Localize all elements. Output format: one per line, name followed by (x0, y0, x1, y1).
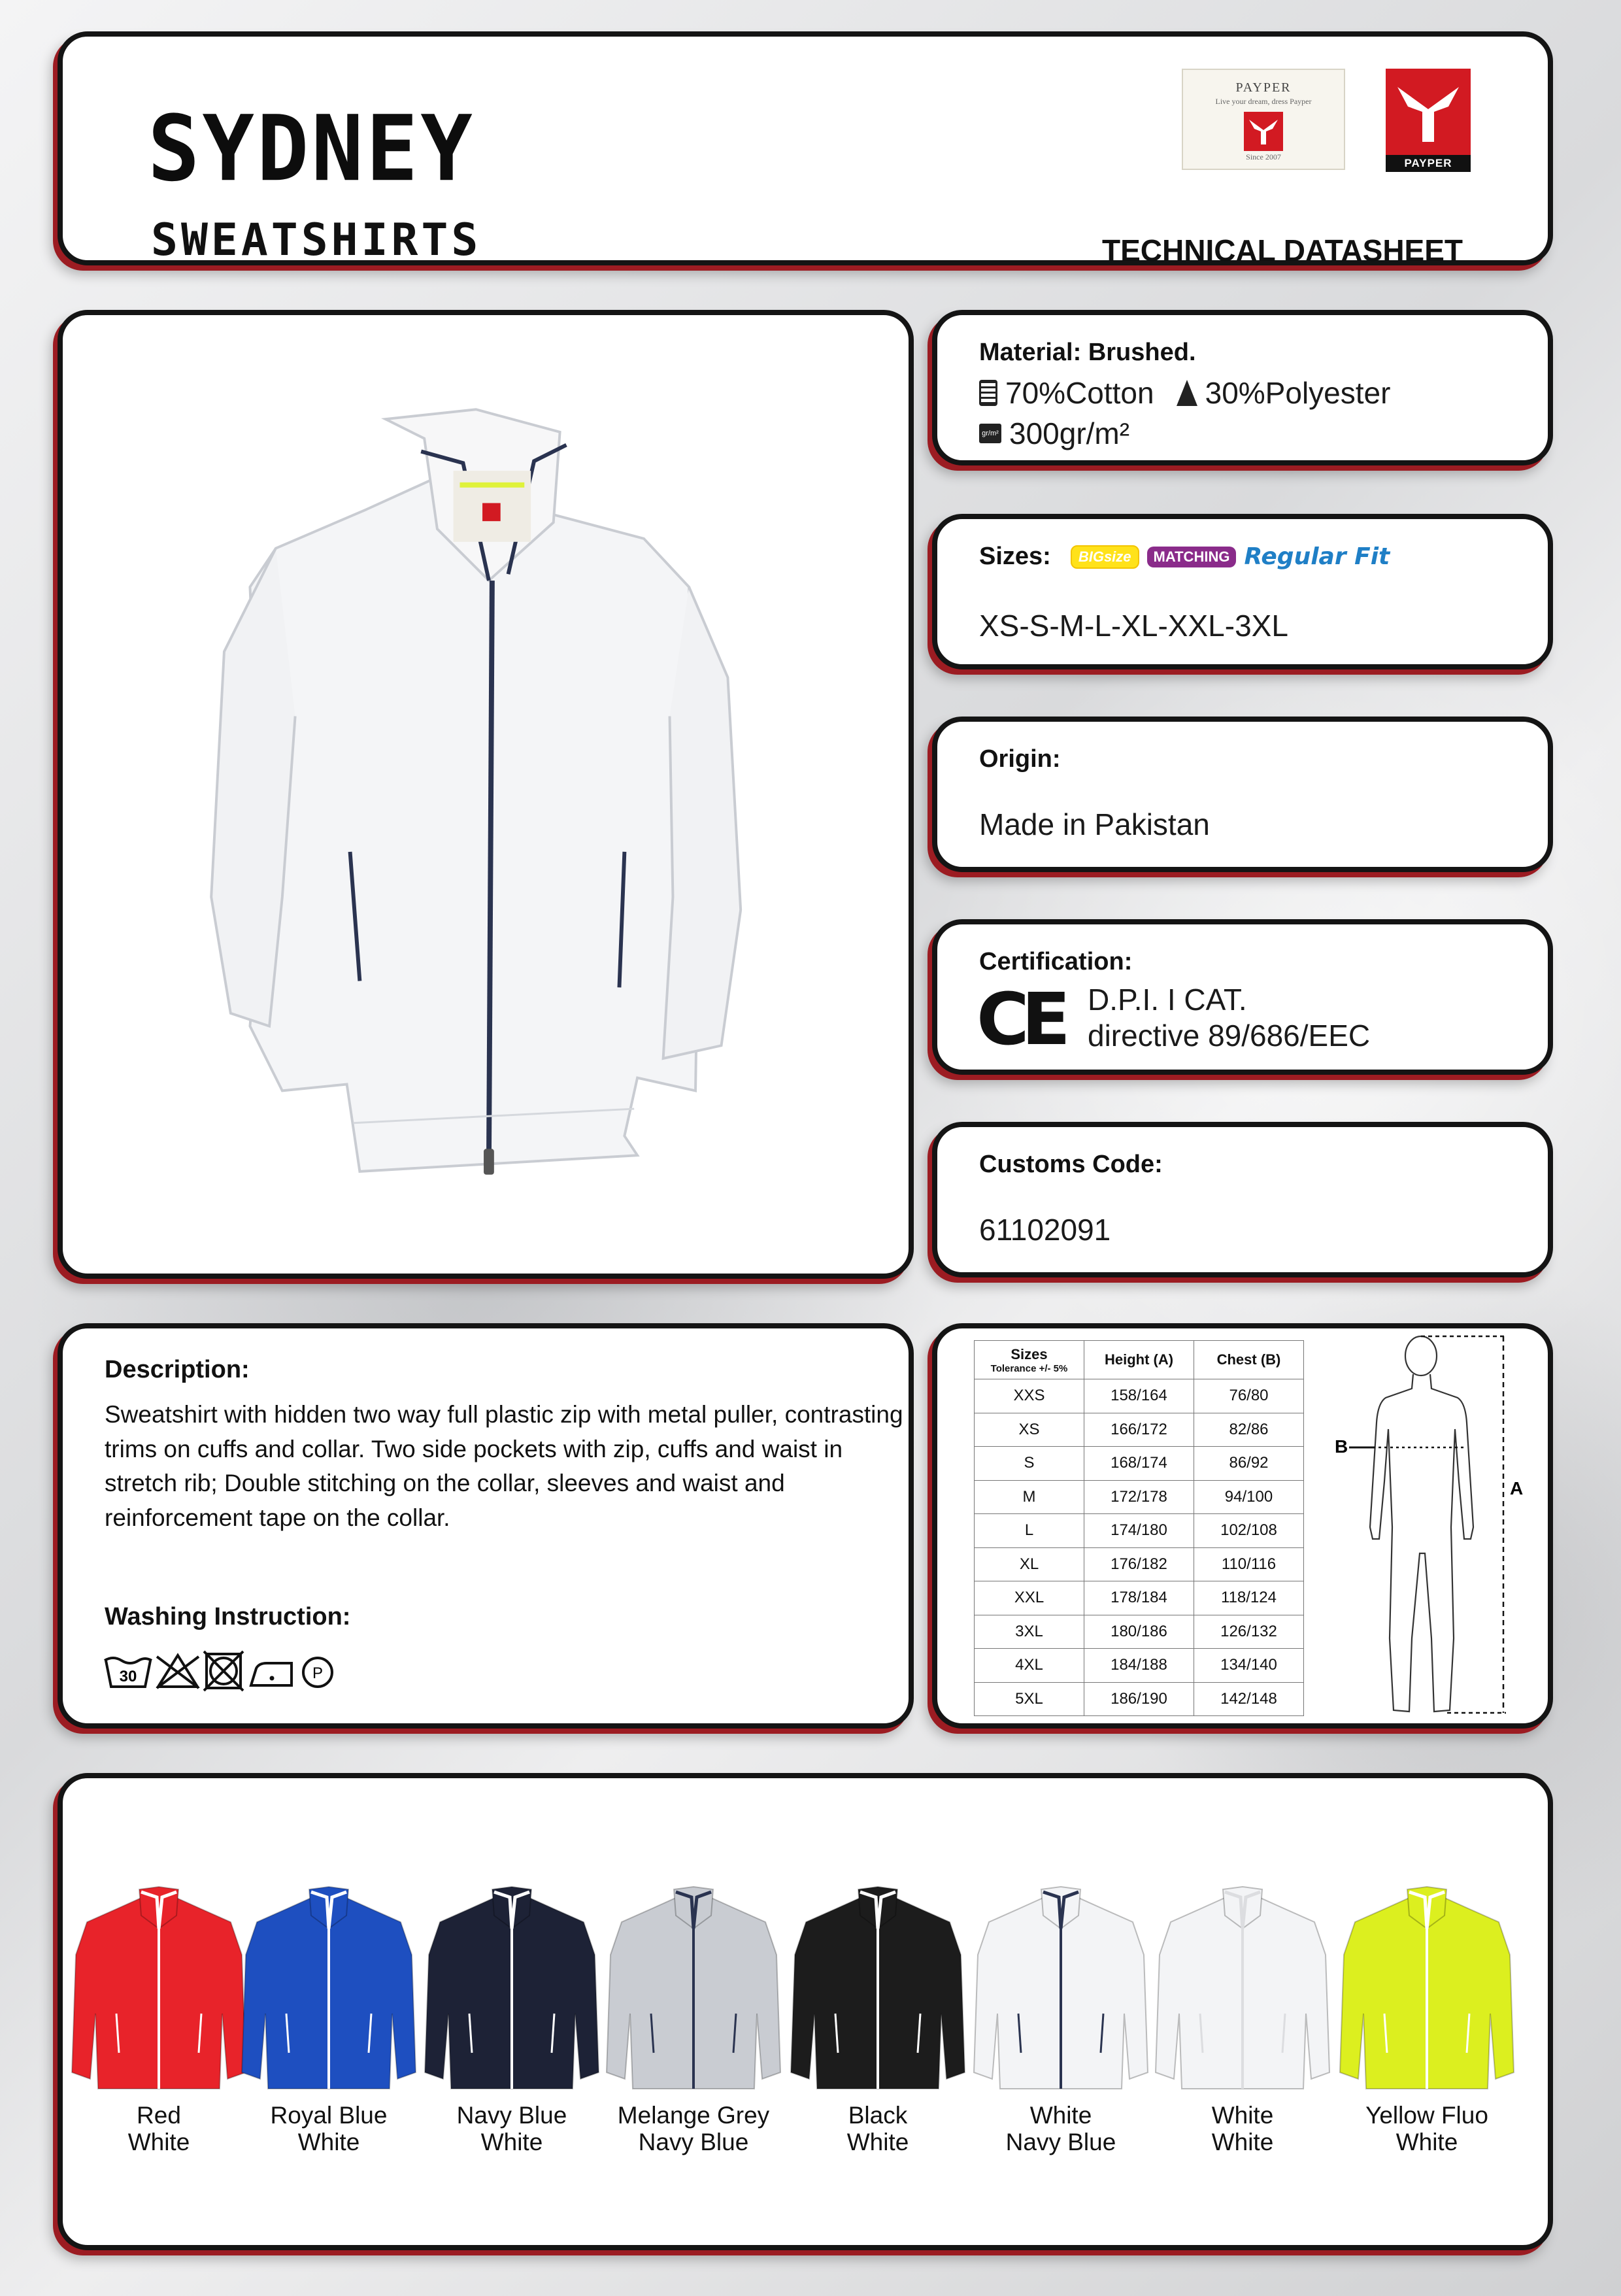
size-cell: S (975, 1447, 1084, 1481)
customs-box (932, 1122, 1553, 1277)
colour-body-name: White (1029, 2102, 1092, 2129)
chest-cell: 126/132 (1194, 1615, 1304, 1649)
polyester-cone-icon (1177, 380, 1197, 406)
chest-cell: 118/124 (1194, 1581, 1304, 1615)
measure-label-a: A (1510, 1478, 1524, 1498)
height-cell: 166/172 (1084, 1413, 1194, 1447)
size-row (975, 1514, 1304, 1548)
tolerance-label: Tolerance +/- 5% (990, 1362, 1068, 1374)
height-cell: 174/180 (1084, 1514, 1194, 1548)
dry-clean-letter: P (312, 1664, 324, 1682)
washing-title: Washing Instruction: (105, 1603, 351, 1630)
size-cell: XXS (975, 1379, 1084, 1413)
height-cell: 172/178 (1084, 1480, 1194, 1514)
height-cell: 176/182 (1084, 1547, 1194, 1581)
origin-box (932, 717, 1553, 872)
chest-header: Chest (B) (1194, 1341, 1304, 1379)
no-tumble-dry-icon (204, 1651, 243, 1691)
product-category: SWEATSHIRTS (151, 214, 482, 266)
sweatshirt-swatch-icon (424, 1883, 600, 2092)
chest-cell: 86/92 (1194, 1447, 1304, 1481)
size-header-label: Sizes (1011, 1345, 1048, 1362)
colour-label (1154, 2102, 1331, 2156)
origin-label: Origin: (979, 745, 1061, 773)
certification-text (1088, 982, 1370, 1054)
colour-body-name: Red (137, 2102, 181, 2129)
size-cell: XS (975, 1413, 1084, 1447)
chest-cell: 102/108 (1194, 1514, 1304, 1548)
size-chart-panel (932, 1323, 1553, 1729)
polyester-percentage: 30%Polyester (1205, 376, 1391, 410)
size-row (975, 1480, 1304, 1514)
size-row (975, 1379, 1304, 1413)
logo-label-tagline: Live your dream, dress Payper (1215, 97, 1312, 106)
size-cell: XL (975, 1547, 1084, 1581)
colour-body-name: Navy Blue (456, 2102, 567, 2129)
size-header (975, 1341, 1084, 1379)
size-row (975, 1413, 1304, 1447)
sizes-box (932, 514, 1553, 669)
payper-logo (1386, 69, 1471, 172)
origin-value: Made in Pakistan (979, 807, 1210, 841)
colour-trim-name: White (297, 2129, 360, 2156)
logo-label-brand: PAYPER (1235, 80, 1292, 95)
colours-panel (58, 1773, 1553, 2250)
colour-body-name: Yellow Fluo (1365, 2102, 1488, 2129)
cotton-percentage: 70%Cotton (1005, 376, 1154, 410)
sweatshirt-swatch-icon (790, 1883, 966, 2092)
material-weight (979, 416, 1129, 451)
certification-box (932, 919, 1553, 1075)
product-title: SYDNEY (148, 96, 475, 202)
sweatshirt-swatch-icon (1339, 1883, 1515, 2092)
weight-icon: gr/m² (979, 424, 1001, 443)
chest-cell: 94/100 (1194, 1480, 1304, 1514)
size-row (975, 1547, 1304, 1581)
size-cell: M (975, 1480, 1084, 1514)
material-composition (979, 375, 1390, 411)
payper-wordmark: PAYPER (1386, 155, 1471, 172)
colour-swatch (1154, 1883, 1331, 2156)
colour-swatch (241, 1883, 417, 2156)
size-row (975, 1447, 1304, 1481)
size-cell: 3XL (975, 1615, 1084, 1649)
height-cell: 184/188 (1084, 1649, 1194, 1683)
ce-mark-icon: CE (977, 977, 1063, 1061)
size-cell: L (975, 1514, 1084, 1548)
no-bleach-icon (157, 1655, 199, 1688)
wash-temperature: 30 (119, 1668, 137, 1685)
chest-cell: 82/86 (1194, 1413, 1304, 1447)
datasheet-label: TECHNICAL DATASHEET (1102, 233, 1463, 267)
size-table-body (975, 1379, 1304, 1716)
product-image-panel (58, 310, 914, 1279)
payper-logo-icon (1386, 69, 1471, 155)
size-row (975, 1615, 1304, 1649)
big-size-badge: BIGsize (1071, 545, 1139, 569)
weight-value: 300gr/m² (1009, 416, 1130, 450)
sizes-value: XS-S-M-L-XL-XXL-3XL (979, 609, 1288, 643)
chest-cell: 134/140 (1194, 1649, 1304, 1683)
description-title: Description: (105, 1356, 250, 1383)
sweatshirt-swatch-icon (605, 1883, 782, 2092)
colour-label (424, 2102, 600, 2156)
colour-swatch (424, 1883, 600, 2156)
description-panel (58, 1323, 914, 1729)
iron-low-icon (251, 1663, 292, 1685)
chest-cell: 76/80 (1194, 1379, 1304, 1413)
dry-clean-p-icon (303, 1658, 332, 1687)
height-cell: 178/184 (1084, 1581, 1194, 1615)
colour-body-name: Melange Grey (617, 2102, 770, 2129)
sweatshirt-swatch-icon (241, 1883, 417, 2092)
body-measurement-figure (1329, 1331, 1526, 1723)
wash-30-icon (105, 1658, 152, 1687)
sweatshirt-swatch-icon (973, 1883, 1149, 2092)
size-cell: 4XL (975, 1649, 1084, 1683)
description-text: Sweatshirt with hidden two way full plastic zip with metal puller, contrasting trims on cuffs and collar. Two side pockets with zip, cuffs and waist in stretch rib; Double stitching on the collar, sleeves and waist and reinforcement tape on the collar. (105, 1401, 903, 1531)
measure-label-b: B (1335, 1436, 1348, 1457)
payper-label-logo (1182, 69, 1345, 170)
cotton-spool-icon (979, 380, 997, 406)
colour-label (790, 2102, 966, 2156)
sizes-header (979, 543, 1390, 571)
colour-body-name: Black (848, 2102, 908, 2129)
size-row (975, 1649, 1304, 1683)
certification-line2: directive 89/686/EEC (1088, 1019, 1371, 1053)
colour-body-name: Royal Blue (270, 2102, 388, 2129)
colour-trim-name: White (846, 2129, 909, 2156)
washing-icons (102, 1649, 376, 1695)
colour-swatch (790, 1883, 966, 2156)
height-cell: 168/174 (1084, 1447, 1194, 1481)
colour-trim-name: Navy Blue (1005, 2129, 1116, 2156)
height-cell: 180/186 (1084, 1615, 1194, 1649)
customs-label: Customs Code: (979, 1151, 1163, 1178)
colour-label (973, 2102, 1149, 2156)
sweatshirt-image (63, 315, 909, 1274)
colour-label (605, 2102, 782, 2156)
customs-value: 61102091 (979, 1213, 1111, 1247)
colour-trim-name: White (1211, 2129, 1274, 2156)
colour-trim-name: White (127, 2129, 190, 2156)
colour-body-name: White (1211, 2102, 1274, 2129)
size-cell: XXL (975, 1581, 1084, 1615)
colour-swatch (1339, 1883, 1515, 2156)
material-box (932, 310, 1553, 465)
colour-swatch (973, 1883, 1149, 2156)
colour-trim-name: White (1395, 2129, 1458, 2156)
certification-label: Certification: (979, 948, 1133, 975)
matching-badge: MATCHING (1147, 547, 1237, 567)
logo-label-since: Since 2007 (1246, 152, 1281, 161)
height-cell: 186/190 (1084, 1682, 1194, 1716)
certification-line1: D.P.I. I CAT. (1088, 983, 1247, 1017)
size-cell: 5XL (975, 1682, 1084, 1716)
colour-label (1339, 2102, 1515, 2156)
regular-fit-badge: Regular Fit (1244, 543, 1390, 570)
colour-swatch (605, 1883, 782, 2156)
material-label: Material: Brushed. (979, 339, 1196, 366)
colour-trim-name: Navy Blue (638, 2129, 749, 2156)
sizes-label: Sizes: (979, 543, 1051, 570)
colour-label (71, 2102, 247, 2156)
size-row (975, 1581, 1304, 1615)
size-row (975, 1682, 1304, 1716)
sweatshirt-swatch-icon (71, 1883, 247, 2092)
sweatshirt-swatch-icon (1154, 1883, 1331, 2092)
colour-trim-name: White (480, 2129, 543, 2156)
colour-swatch (71, 1883, 247, 2156)
size-table (974, 1340, 1304, 1716)
chest-cell: 110/116 (1194, 1547, 1304, 1581)
height-header: Height (A) (1084, 1341, 1194, 1379)
chest-cell: 142/148 (1194, 1682, 1304, 1716)
colour-label (241, 2102, 417, 2156)
payper-mini-logo-icon (1244, 112, 1283, 151)
height-cell: 158/164 (1084, 1379, 1194, 1413)
